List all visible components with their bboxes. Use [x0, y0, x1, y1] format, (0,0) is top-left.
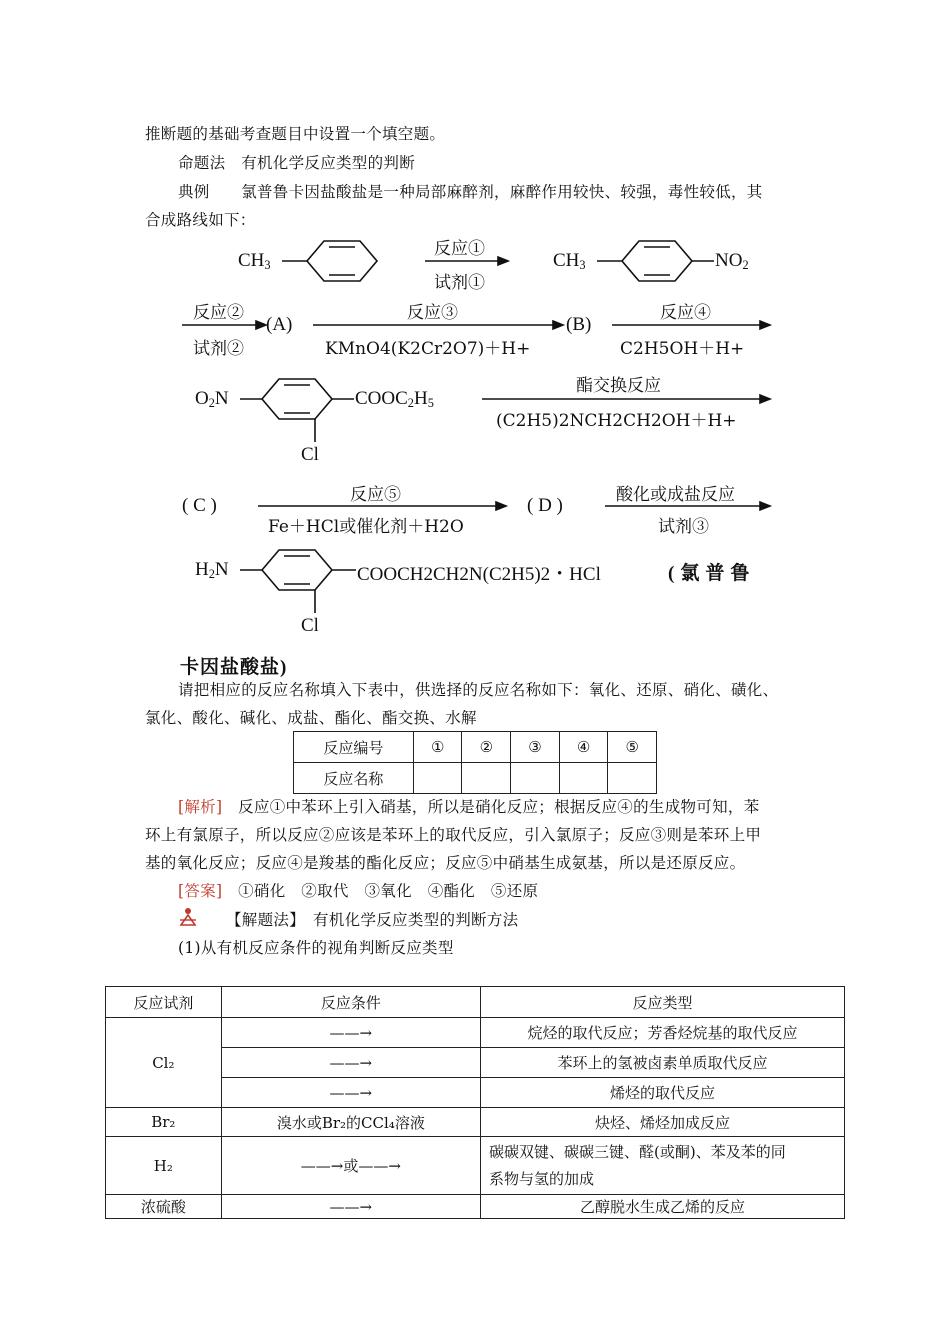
reagent-1-label: 试剂① [434, 273, 485, 293]
table-header-cell: ⑤ [608, 732, 657, 763]
reagent-cell: H₂ [106, 1137, 222, 1195]
reagent-4-label: C2H5OH＋H+ [620, 339, 745, 359]
table-cell-empty [413, 763, 462, 794]
reaction-name-table [293, 731, 657, 794]
cooc2h5-label: $COOC_2H_5$ [355, 388, 434, 411]
reagent-cell: Br₂ [106, 1108, 222, 1137]
table-row [106, 1137, 845, 1195]
reaction-5-label: 反应⑤ [350, 485, 401, 505]
type-cell: 炔烃、烯烃加成反应 [480, 1108, 844, 1137]
analysis-line-2: 环上有氯原子，所以反应②应该是苯环上的取代反应，引入氯原子；反应③则是苯环上甲 [145, 826, 762, 844]
compound-d: ( D ) [527, 495, 563, 516]
method-line: 命题法 有机化学反应类型的判断 [178, 154, 416, 172]
condition-cell: 溴水或Br₂的CCl₄溶液 [221, 1108, 480, 1137]
table-row [106, 987, 845, 1018]
cl-label-1: Cl [301, 444, 319, 465]
reagent-cell: 浓硫酸 [106, 1195, 222, 1219]
ask-line-1: 请把相应的反应名称填入下表中，供选择的反应名称如下：氧化、还原、硝化、磺化、 [178, 681, 779, 699]
table-cell-empty [511, 763, 560, 794]
reagent-2-label: 试剂② [193, 339, 244, 359]
condition-cell: ——→或——→ [221, 1137, 480, 1195]
reagent-3b-label: 试剂③ [658, 517, 709, 537]
compound-c: ( C ) [182, 495, 217, 516]
answer-tag: [答案] [178, 882, 223, 900]
type-cell: 乙醇脱水生成乙烯的反应 [480, 1195, 844, 1219]
table-row [106, 1018, 845, 1048]
type-cell: 烷烃的取代反应；芳香烃烷基的取代反应 [480, 1018, 844, 1048]
table-header-cell: ① [413, 732, 462, 763]
acidification-label: 酸化或成盐反应 [616, 485, 735, 505]
table-header-cell: 反应试剂 [106, 987, 222, 1018]
type-cell: 烯烃的取代反应 [480, 1078, 844, 1108]
table-row [106, 1108, 845, 1137]
table-header-cell: 反应编号 [294, 732, 414, 763]
condition-cell: ——→ [221, 1195, 480, 1219]
condition-cell: ——→ [221, 1048, 480, 1078]
ask-line-2: 氯化、酸化、碱化、成盐、酯化、酯交换、水解 [145, 709, 477, 727]
no2-label: $NO_2$ [715, 250, 749, 273]
type-cell: 苯环上的氢被卤素单质取代反应 [480, 1048, 844, 1078]
table-header-cell: ④ [559, 732, 608, 763]
reaction-3-label: 反应③ [407, 303, 458, 323]
reaction-4-label: 反应④ [660, 303, 711, 323]
ch3-label-2: $CH_3$ [553, 250, 586, 273]
table-header-cell: ② [462, 732, 511, 763]
final-name-2: 卡因盐酸盐) [180, 657, 288, 678]
analysis-tag: [解析] [178, 798, 223, 816]
condition-cell: ——→ [221, 1078, 480, 1108]
table-cell-empty [462, 763, 511, 794]
compound-a: (A) [266, 314, 293, 335]
table-header-cell: ③ [511, 732, 560, 763]
condition-cell: ——→ [221, 1018, 480, 1048]
table-cell-empty [608, 763, 657, 794]
final-name-1: (氯普鲁 [668, 563, 756, 584]
ester-exchange-label: 酯交换反应 [576, 376, 661, 396]
reaction-1-label: 反应① [434, 239, 485, 259]
reaction-condition-table [105, 986, 845, 1219]
final-chain-label: COOCH2CH2N(C2H5)2・HCl [357, 564, 601, 585]
method-title: 【解题法】 有机化学反应类型的判断方法 [226, 911, 519, 929]
reaction-2-label: 反应② [193, 303, 244, 323]
type-cell: 碳碳双键、碳碳三键、醛(或酮)、苯及苯的同 系物与氢的加成 [480, 1137, 844, 1195]
table-row [294, 732, 657, 763]
o2n-label: $O_2N$ [195, 388, 229, 411]
table-header-cell: 反应类型 [480, 987, 844, 1018]
answer-line: [答案] ①硝化 ②取代 ③氧化 ④酯化 ⑤还原 [178, 882, 539, 900]
sub-title: (1)从有机反应条件的视角判断反应类型 [178, 939, 454, 957]
person-icon [178, 907, 198, 927]
example-line-2: 合成路线如下： [145, 211, 256, 229]
table-row [294, 763, 657, 794]
table-row-label: 反应名称 [294, 763, 414, 794]
cl-label-2: Cl [301, 615, 319, 636]
analysis-line-1: [解析] 反应①中苯环上引入硝基，所以是硝化反应；根据反应④的生成物可知，苯 [178, 798, 760, 816]
reagent-cell: Cl₂ [106, 1018, 222, 1108]
reagent-5-label: Fe＋HCl或催化剂＋H2O [268, 517, 464, 537]
intro-line: 推断题的基础考查题目中设置一个填空题。 [145, 125, 446, 143]
analysis-line-3: 基的氧化反应；反应④是羧基的酯化反应；反应⑤中硝基生成氨基，所以是还原反应。 [145, 854, 746, 872]
ch3-label: $CH_3$ [238, 250, 271, 273]
table-row [106, 1195, 845, 1219]
h2n-label: $H_2N$ [195, 559, 229, 582]
ester-exchange-reagent: (C2H5)2NCH2CH2OH＋H+ [496, 411, 737, 431]
example-line-1: 典例 氯普鲁卡因盐酸盐是一种局部麻醉剂，麻醉作用较快、较强，毒性较低，其 [178, 183, 763, 201]
compound-b: (B) [566, 314, 592, 335]
table-header-cell: 反应条件 [221, 987, 480, 1018]
reagent-3-label: KMnO4(K2Cr2O7)＋H+ [325, 339, 531, 359]
table-cell-empty [559, 763, 608, 794]
